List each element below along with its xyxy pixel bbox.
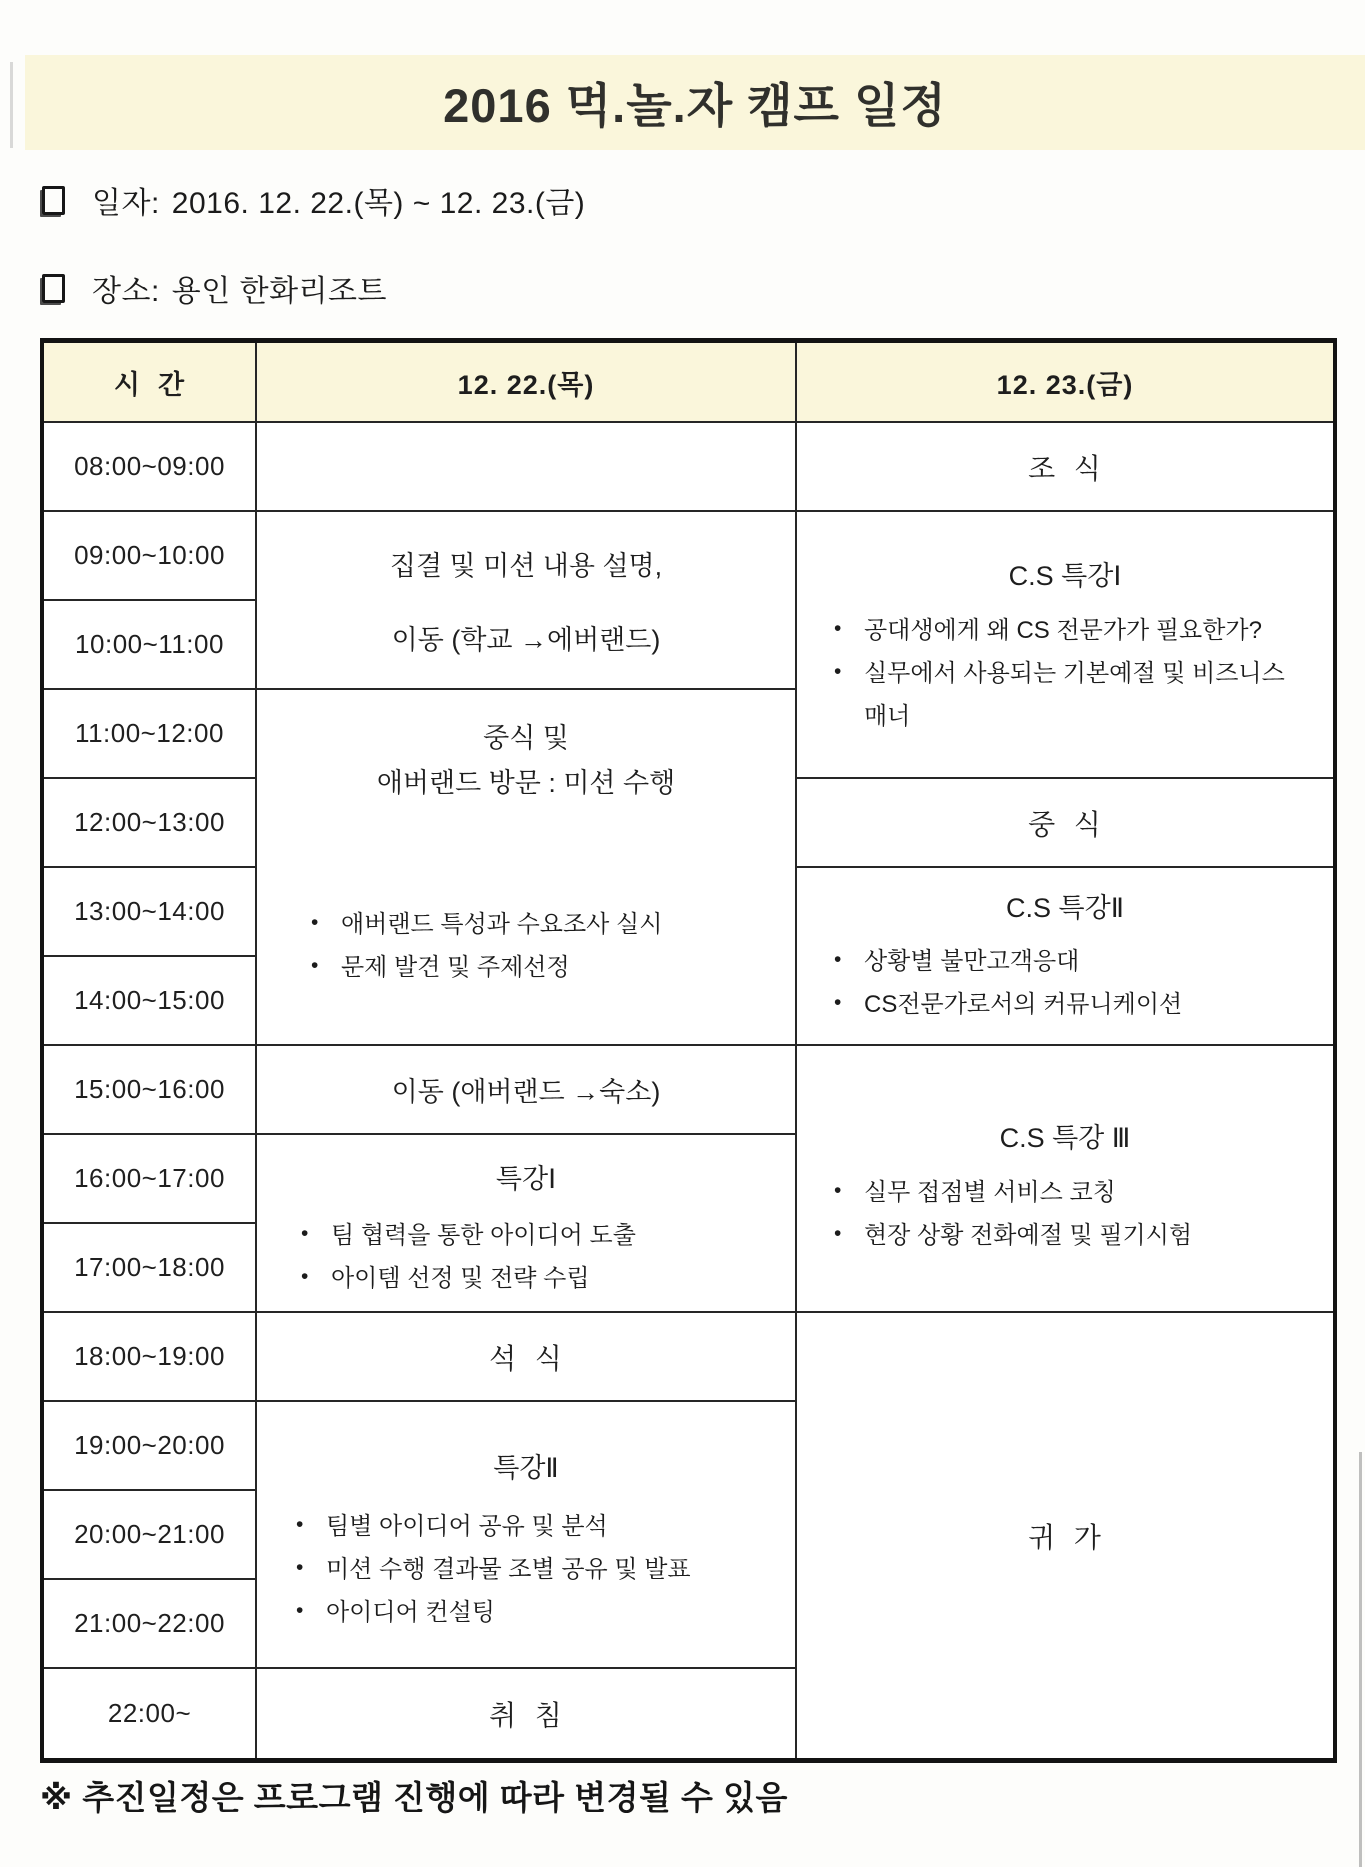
header-day2: 12. 23.(금) [797,343,1333,423]
everland-bullet-list [305,903,747,989]
bullet-item: • 공대생에게 왜 CS 전문가가 필요한가? [828,609,1302,652]
place-label: 장소: [92,275,160,308]
time-cell: 20:00~21:00 [44,1491,257,1580]
bullet-item: • CS전문가로서의 커뮤니케이션 [828,983,1302,1026]
brief-line2: 이동 (학교 →에버랜드) [391,624,661,655]
everland-title-line2: 애버랜드 방문 : 미션 수행 [376,767,676,798]
bullet-item: • 미션 수행 결과물 조별 공유 및 발표 [290,1548,762,1591]
header-day1: 12. 22.(목) [257,343,797,423]
cs1-bullet-list [828,609,1302,739]
footnote: ※ 추진일정은 프로그램 진행에 따라 변경될 수 있음 [40,1779,788,1816]
bullet-item: • 아이디어 컨설팅 [290,1591,762,1634]
day1-brief-cell [257,512,797,690]
cs3-bullet-list [828,1171,1302,1257]
time-cell: 10:00~11:00 [44,601,257,690]
scan-artifact-line [10,62,13,148]
lecture1-bullet-list [295,1214,757,1300]
everland-title-line1: 중식 및 [483,723,569,753]
day1-empty-cell [257,423,797,512]
bullet-item: • 애버랜드 특성과 수요조사 실시 [305,903,747,946]
place-value: 용인 한화리조트 [171,275,387,308]
time-cell: 19:00~20:00 [44,1402,257,1491]
page-title: 2016 먹.놀.자 캠프 일정 [443,79,947,132]
day1-move-cell: 이동 (애버랜드 →숙소) [257,1046,797,1135]
cs1-title: C.S 특강Ⅰ [1008,561,1122,592]
time-cell: 09:00~10:00 [44,512,257,601]
day2-gohome-cell: 귀 가 [1028,1521,1102,1553]
place-line [42,266,387,310]
day2-lunch-cell: 중 식 [797,779,1333,868]
day1-everland-cell [257,690,797,1046]
lecture2-bullet-list [290,1505,762,1635]
header-time: 시 간 [44,343,257,423]
time-cell: 15:00~16:00 [44,1046,257,1135]
schedule-table [40,338,1337,1763]
time-cell: 08:00~09:00 [44,423,257,512]
date-label: 일자: [92,187,160,220]
bullet-item: • 팀 협력을 통한 아이디어 도출 [295,1214,757,1257]
bullet-item: • 문제 발견 및 주제선정 [305,946,747,989]
time-cell: 17:00~18:00 [44,1224,257,1313]
date-line [42,178,585,222]
time-cell: 16:00~17:00 [44,1135,257,1224]
bullet-item: • 현장 상황 전화예절 및 필기시험 [828,1214,1302,1257]
day1-dinner-cell: 석 식 [257,1313,797,1402]
square-bullet-icon [42,186,65,215]
cs2-bullet-list [828,940,1302,1026]
bullet-item: • 팀별 아이디어 공유 및 분석 [290,1505,762,1548]
day2-cs1-cell [797,512,1333,779]
bullet-item: • 실무에서 사용되는 기본예절 및 비즈니스매너 [828,652,1302,738]
bullet-item: • 상황별 불만고객응대 [828,940,1302,983]
day2-cs3-cell [797,1046,1333,1313]
scan-artifact-line [1359,1452,1362,1867]
cs3-title: C.S 특강 Ⅲ [999,1123,1131,1153]
time-cell: 13:00~14:00 [44,868,257,957]
time-cell: 21:00~22:00 [44,1580,257,1669]
everland-title [377,716,675,805]
lecture1-title: 특강Ⅰ [495,1164,557,1194]
time-cell: 12:00~13:00 [44,779,257,868]
bullet-item: • 실무 접점별 서비스 코칭 [828,1171,1302,1214]
title-banner [25,55,1365,150]
square-bullet-icon [42,274,65,303]
bullet-item: • 아이템 선정 및 전략 수립 [295,1257,757,1300]
lecture2-title: 특강Ⅱ [493,1453,559,1483]
time-cell: 22:00~ [44,1669,257,1758]
day1-lecture2-cell [257,1402,797,1669]
time-cell: 11:00~12:00 [44,690,257,779]
day2-cs2-cell [797,868,1333,1046]
cs2-title: C.S 특강Ⅱ [1006,892,1124,923]
day1-sleep-cell: 취 침 [257,1669,797,1758]
day1-lecture1-cell [257,1135,797,1313]
time-cell: 14:00~15:00 [44,957,257,1046]
date-value: 2016. 12. 22.(목) ~ 12. 23.(금) [171,187,586,220]
time-cell: 18:00~19:00 [44,1313,257,1402]
day2-breakfast-cell: 조 식 [797,423,1333,512]
brief-line1: 집결 및 미션 내용 설명, [389,550,663,581]
